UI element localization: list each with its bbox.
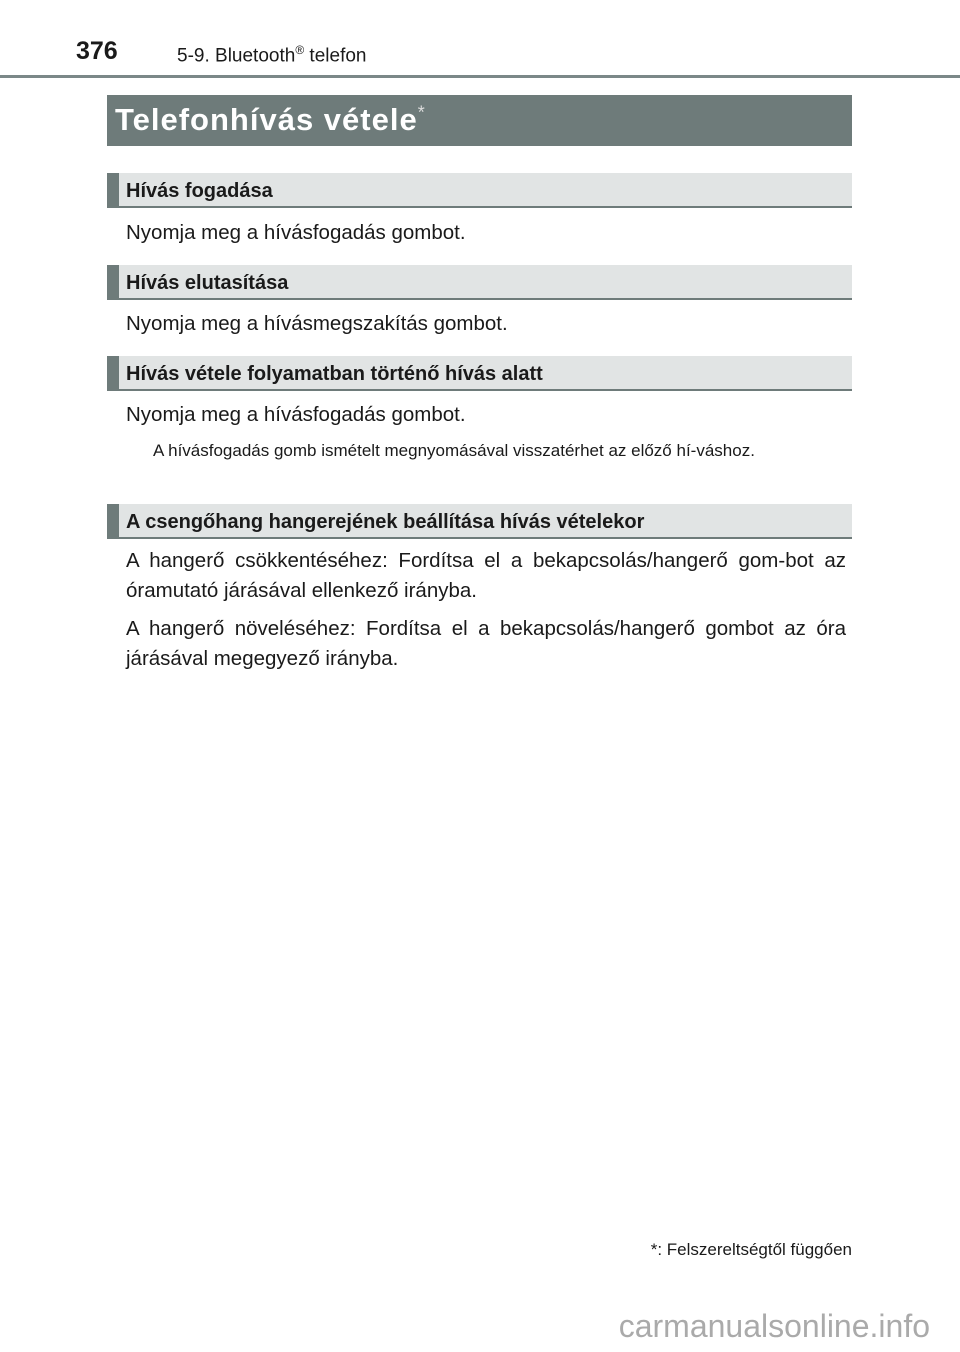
chapter-suffix: telefon xyxy=(304,45,367,67)
body-text: Nyomja meg a hívásfogadás gombot. xyxy=(126,221,466,244)
section-heading: Hívás fogadása xyxy=(107,173,852,208)
section-heading: Hívás vétele folyamatban történő hívás alatt xyxy=(107,356,852,391)
section-heading: Hívás elutasítása xyxy=(107,265,852,300)
footnote: *: Felszereltségtől függően xyxy=(650,1240,852,1259)
page-number: 376 xyxy=(76,37,118,65)
watermark: carmanualsonline.info xyxy=(618,1308,930,1344)
section-heading: A csengőhang hangerejének beállítása hívás vételekor xyxy=(107,504,852,539)
body-text: Nyomja meg a hívásmegszakítás gombot. xyxy=(126,312,508,335)
body-text: A hangerő növeléséhez: Fordítsa el a bekapcsolás/hangerő gombot az óra járásával megegyező irányba. xyxy=(126,617,846,670)
title-text: Telefonhívás vétele xyxy=(115,102,418,137)
registered-mark: ® xyxy=(295,43,305,57)
chapter-name: 5-9. Bluetooth xyxy=(177,45,296,67)
body-text: Nyomja meg a hívásfogadás gombot. xyxy=(126,403,466,426)
asterisk-mark: * xyxy=(417,102,426,123)
note-text: A hívásfogadás gomb ismételt megnyomásával visszatérhet az előző hí-váshoz. xyxy=(153,441,755,460)
page-title xyxy=(107,95,852,146)
chapter-title xyxy=(177,43,366,67)
header-divider xyxy=(0,75,960,78)
body-text: A hangerő csökkentéséhez: Fordítsa el a bekapcsolás/hangerő gom-bot az óramutató járásával ellenkező irányba. xyxy=(126,549,846,602)
